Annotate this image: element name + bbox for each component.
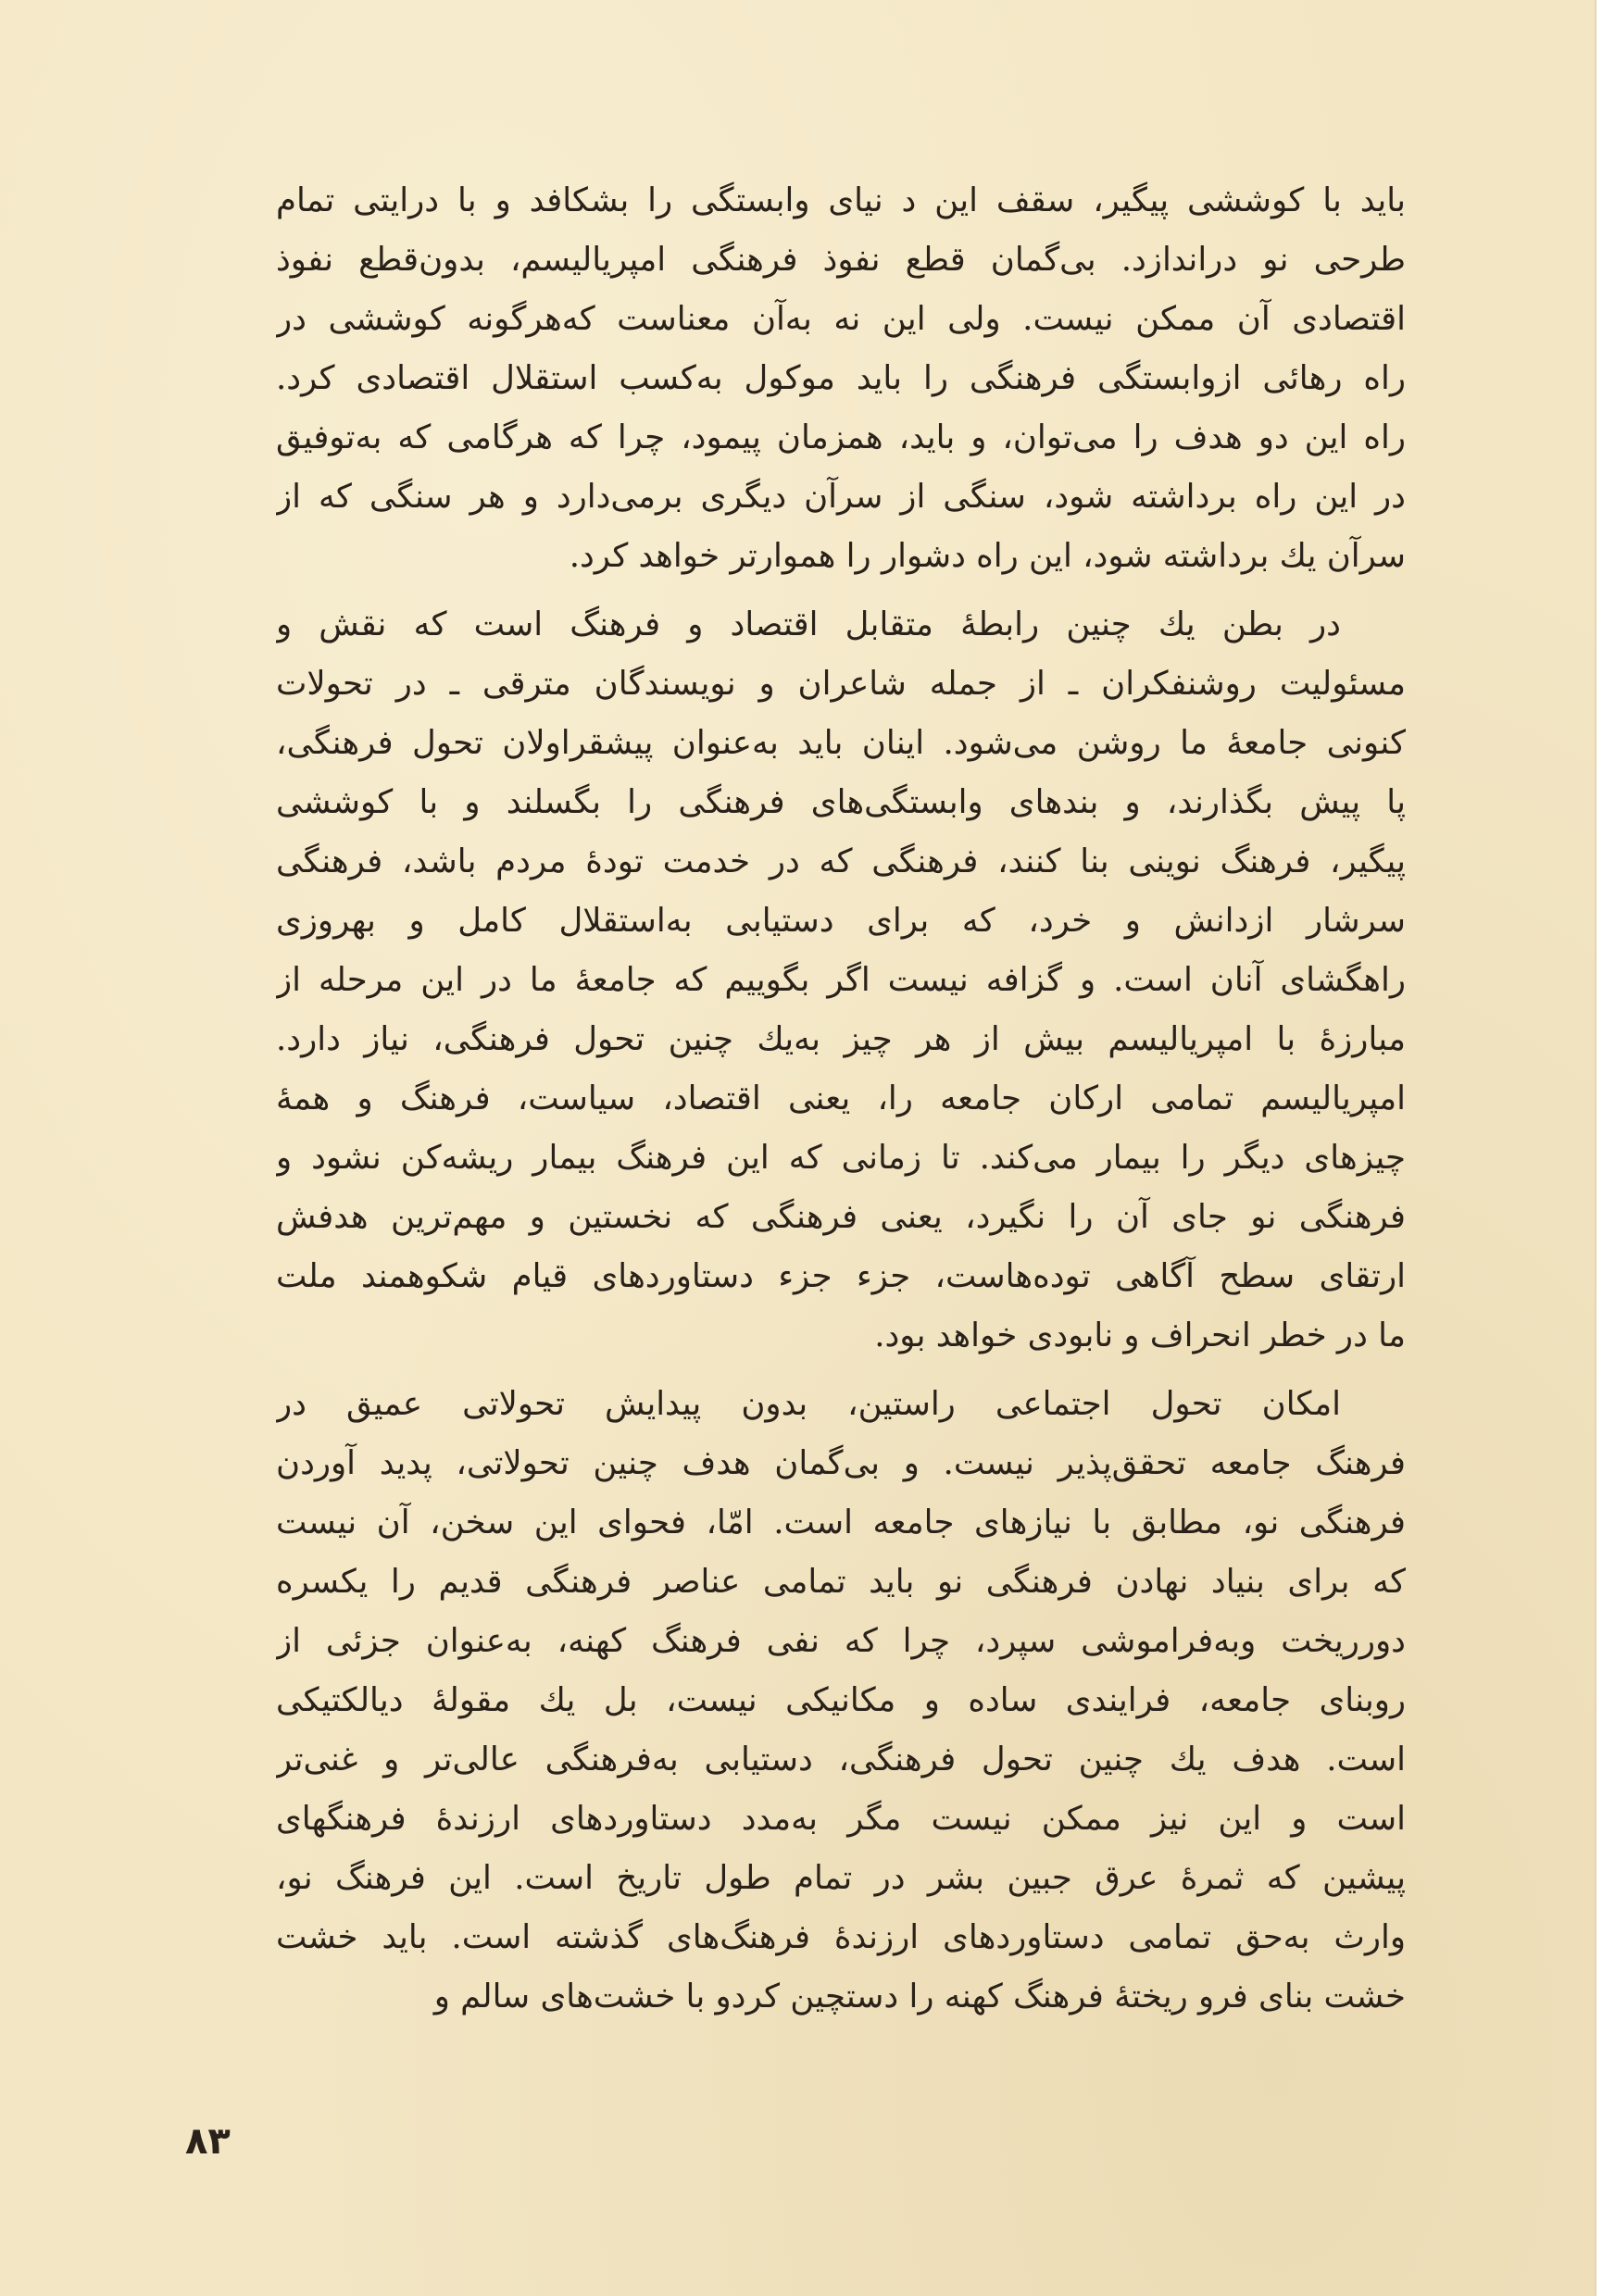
text-line: راه رهائی ازوابستگی فرهنگی را باید موکول به‌کسب استقلال اقتصادی کرد. <box>276 359 1406 397</box>
text-line: راه این دو هدف را می‌توان، و باید، همزمان پیمود، چرا که هرگامی که به‌توفیق <box>276 418 1406 456</box>
text-line: است. هدف یك چنین تحول فرهنگی، دستیابی به‌فرهنگی عالی‌تر و غنی‌تر <box>276 1741 1406 1778</box>
text-line: امپریالیسم تمامی ارکان جامعه را، یعنی اقتصاد، سیاست، فرهنگ و همهٔ <box>276 1079 1406 1117</box>
text-line: پیگیر، فرهنگ نوینی بنا کنند، فرهنگی که در خدمت تودهٔ مردم باشد، فرهنگی <box>276 842 1406 880</box>
text-line: دورریخت وبه‌فراموشی سپرد، چرا که نفی فرهنگ کهنه، به‌عنوان جزئی از <box>276 1622 1406 1660</box>
text-line: پا پیش بگذارند، و بندهای وابستگی‌های فرهنگی را بگسلند و با کوششی <box>276 783 1406 821</box>
body-text <box>276 171 1406 2027</box>
text-line: فرهنگ جامعه تحقق‌پذیر نیست. و بی‌گمان هدف چنین تحولاتی، پدید آوردن <box>276 1444 1406 1482</box>
text-line: مسئولیت روشنفکران ـ از جمله شاعران و نویسندگان مترقی ـ در تحولات <box>276 665 1406 703</box>
text-line: امکان تحول اجتماعی راستین، بدون پیدایش تحولاتی عمیق در <box>276 1385 1341 1423</box>
text-line: باید با کوششی پیگیر، سقف این د نیای وابستگی را بشکافد و با درایتی تمام <box>276 181 1406 219</box>
text-line: در این راه برداشته شود، سنگی از سرآن دیگری برمی‌دارد و هر سنگی که از <box>276 478 1406 516</box>
text-line: اقتصادی آن ممکن نیست. ولی این نه به‌آن معناست که‌هرگونه کوششی در <box>276 300 1406 338</box>
paragraph <box>276 1375 1406 2027</box>
text-line: سرشار ازدانش و خرد، که برای دستیابی به‌استقلال کامل و بهروزی <box>276 902 1406 940</box>
text-line: روبنای جامعه، فرایندی ساده و مکانیکی نیست، بل یك مقولهٔ دیالکتیکی <box>276 1681 1406 1719</box>
text-line: در بطن یك چنین رابطهٔ متقابل اقتصاد و فرهنگ است که نقش و <box>276 605 1341 643</box>
text-line: وارث به‌حق تمامی دستاوردهای ارزندهٔ فرهنگ‌های گذشته است. باید خشت <box>276 1918 1406 1956</box>
paragraph <box>276 171 1406 586</box>
text-line: خشت بنای فرو ریختهٔ فرهنگ کهنه را دستچین کردو با خشت‌های سالم و <box>433 1978 1406 2015</box>
text-line: ما در خطر انحراف و نابودی خواهد بود. <box>874 1316 1406 1354</box>
text-line: طرحی نو دراندازد. بی‌گمان قطع نفوذ فرهنگی امپریالیسم، بدون‌قطع نفوذ <box>276 241 1406 279</box>
text-line: فرهنگی نو جای آن را نگیرد، یعنی فرهنگی که نخستین و مهم‌ترین هدفش <box>276 1198 1406 1236</box>
text-line: مبارزهٔ با امپریالیسم بیش از هر چیز به‌یك چنین تحول فرهنگی، نیاز دارد. <box>276 1020 1406 1058</box>
text-line: فرهنگی نو، مطابق با نیازهای جامعه است. امّا، فحوای این سخن، آن نیست <box>276 1504 1406 1541</box>
text-line: راهگشای آنان است. و گزافه نیست اگر بگوییم که جامعهٔ ما در این مرحله از <box>276 961 1406 999</box>
paragraph-gap <box>276 1366 1406 1375</box>
text-line: است و این نیز ممکن نیست مگر به‌مدد دستاوردهای ارزندهٔ فرهنگهای <box>276 1800 1406 1838</box>
text-line: پیشین که ثمرهٔ عرق جبین بشر در تمام طول تاریخ است. این فرهنگ نو، <box>276 1859 1406 1897</box>
text-line: که برای بنیاد نهادن فرهنگی نو باید تمامی عناصر فرهنگی قدیم را یکسره <box>276 1563 1406 1601</box>
text-line: کنونی جامعهٔ ما روشن می‌شود. اینان باید به‌عنوان پیشقراولان تحول فرهنگی، <box>276 724 1406 762</box>
text-line: چیزهای دیگر را بیمار می‌کند. تا زمانی که این فرهنگ بیمار ریشه‌کن نشود و <box>276 1139 1406 1177</box>
text-line: ارتقای سطح آگاهی توده‌هاست، جزء جزء دستاوردهای قیام شکوهمند ملت <box>276 1257 1406 1295</box>
text-line: سرآن یك برداشته شود، این راه دشوار را هموارتر خواهد کرد. <box>569 537 1406 575</box>
paragraph-gap <box>276 586 1406 595</box>
paragraph <box>276 595 1406 1366</box>
page-number: ۸۳ <box>185 2120 231 2163</box>
